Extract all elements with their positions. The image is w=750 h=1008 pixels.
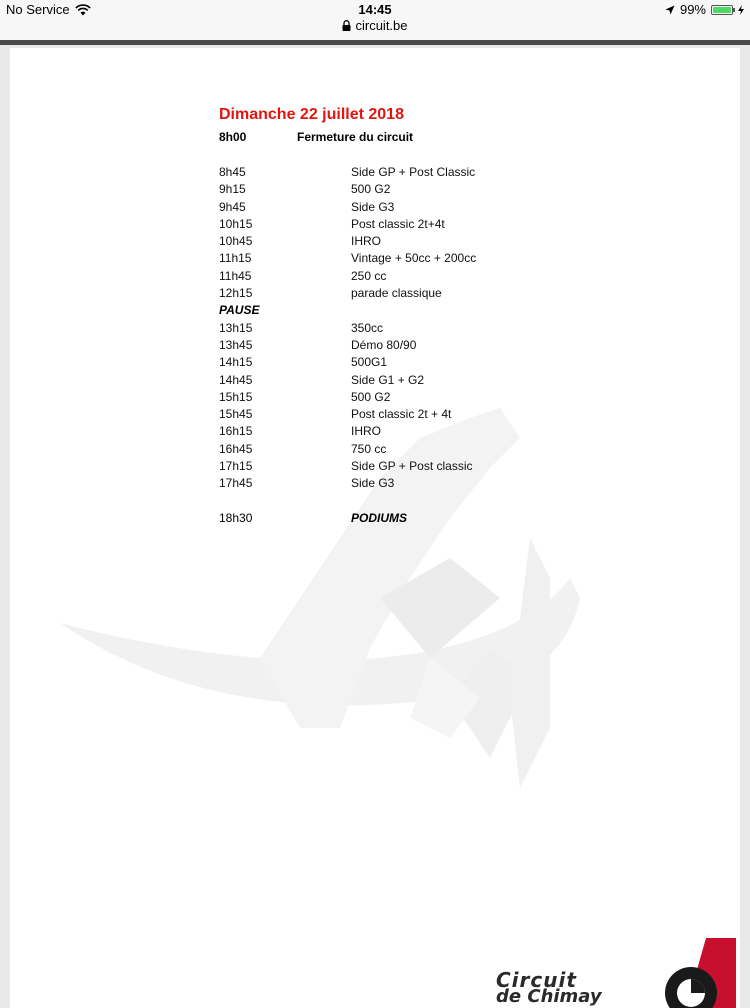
schedule-row: 14h15 500G1 [219,355,388,370]
logo-line2: de Chimay [496,986,602,1007]
schedule-row: 15h15 500 G2 [219,389,391,404]
schedule-row: 12h15 parade classique [219,286,442,301]
schedule-document [219,106,619,525]
battery-icon [711,5,733,15]
podium-row [219,511,619,525]
clock: 14:45 [358,2,392,17]
pdf-page[interactable] [10,48,740,1008]
schedule-list [219,164,619,525]
url-display[interactable] [342,18,407,33]
page-title: Dimanche 22 juillet 2018 [219,106,404,123]
checkered-wheel-icon [646,938,736,1008]
podium-event: PODIUMS [351,510,408,525]
first-entry [219,130,619,144]
logo-line1: Circuit [496,968,577,992]
page-top-border [0,40,750,45]
battery-percent: 99% [679,2,706,17]
schedule-row: 13h15 350cc [219,320,384,335]
schedule-row: 9h45 Side G3 [219,199,395,214]
schedule-row: 17h45 Side G3 [219,476,395,491]
schedule-row: 16h45 750 cc [219,441,387,456]
charging-bolt-icon [738,5,744,15]
location-arrow-icon [665,5,675,15]
carrier-label: No Service [6,2,70,17]
pause-label: PAUSE [219,303,260,318]
podium-time: 18h30 [219,510,253,525]
url-text: circuit.be [355,18,408,33]
schedule-row: 17h15 Side GP + Post classic [219,459,473,474]
circuit-logo [496,938,736,1008]
schedule-row: 16h15 IHRO [219,424,381,439]
status-right [665,2,744,17]
status-bar [0,0,750,20]
schedule-row: 11h45 250 cc [219,268,387,283]
schedule-row: 14h45 Side G1 + G2 [219,372,425,387]
schedule-row: 9h15 500 G2 [219,182,391,197]
address-bar[interactable] [0,18,750,40]
schedule-row: 10h15 Post classic 2t+4t [219,216,445,231]
schedule-row: 10h45 IHRO [219,234,381,249]
first-time: 8h00 [219,130,247,144]
schedule-row: 13h45 Démo 80/90 [219,337,417,352]
schedule-row: 11h15 Vintage + 50cc + 200cc [219,251,477,266]
first-event: Fermeture du circuit [297,130,414,144]
schedule-row: 15h45 Post classic 2t + 4t [219,407,452,422]
lock-icon [342,20,351,31]
schedule-row: 8h45 Side GP + Post Classic [219,165,476,179]
